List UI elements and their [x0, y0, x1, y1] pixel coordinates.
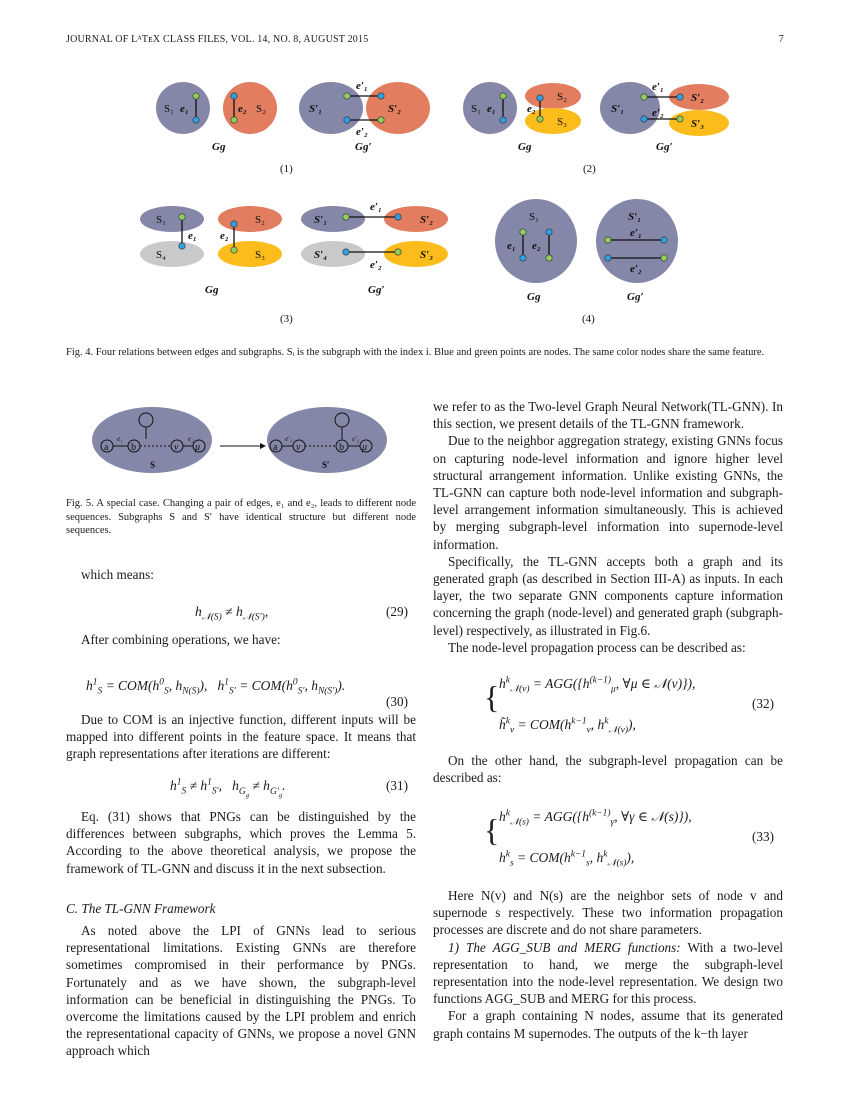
svg-text:e′₂: e′₂ — [356, 126, 368, 138]
svg-text:μ: μ — [362, 442, 368, 453]
panel-label-1: (1) — [280, 163, 293, 175]
label-s2: S₂ — [256, 103, 266, 115]
section-title: C. The TL-GNN Framework — [66, 901, 216, 916]
svg-text:b: b — [339, 442, 344, 453]
svg-text:S₄: S₄ — [156, 249, 166, 261]
equation-29: $h_{𝒩(S)} \ne h_{𝒩(S')}$, — [195, 604, 269, 623]
svg-text:e′₁: e′₁ — [652, 81, 664, 93]
label-S-prime: S′ — [322, 460, 330, 470]
para-node: The node-level propagation process can be described as: — [448, 639, 746, 655]
svg-text:e₁: e₁ — [117, 435, 123, 443]
svg-text:S₂: S₂ — [255, 214, 265, 226]
svg-text:e′₂: e′₂ — [630, 263, 642, 275]
svg-text:S′₃: S′₃ — [691, 118, 705, 130]
svg-text:μ: μ — [195, 442, 201, 453]
label-S: S — [150, 460, 156, 470]
figure-5-caption: Fig. 5. A special case. Changing a pair of edges, e₁ and e₂, leads to different node sequences. Subgraphs S and S′ have identical structure but different node sequences. — [66, 498, 416, 536]
para-last: For a graph containing N nodes, assume that its generated graph contains M supernodes. The outputs of the k−th layer — [433, 1008, 783, 1041]
svg-text:Gg′: Gg′ — [368, 284, 385, 296]
para-tlgnn: As noted above the LPI of GNNs lead to serious representational limitations. Existing GNNs are therefore sometimes compromised in their performance by PNGs. Fortunately and as we have shown, the subgraph-level information can be beneficial in distinguishing the PNGs. To overcome the limitations caused by the LPI problem and enrich the representational capacity of GNNs, we propose a novel GNN approach which — [66, 923, 416, 1059]
svg-text:e₂: e₂ — [527, 103, 536, 115]
svg-text:S₁: S₁ — [471, 103, 481, 115]
para-spec: Specifically, the TL-GNN accepts both a graph and its generated graph (as described in Section III-A) as inputs. In each layer, the two separate GNN components capture information concerning the graph (node-level) and generated graph (subgraph-level) respectively, as illustrated in Fig.6. — [433, 553, 783, 638]
svg-text:S′₂: S′₂ — [691, 92, 705, 104]
svg-text:e₂: e₂ — [220, 230, 229, 242]
para-agg: Due to the neighbor aggregation strategy, existing GNNs focus on capturing node-level information and ignore higher level structural arrangement information. Unlike existing GNNs, the TL-GNN can capture both node-level information and subgraph-level arrangement information simultaneously. This is achieved by merging subgraph-level information into supernode-level information. — [433, 433, 783, 552]
svg-text:S₃: S₃ — [255, 249, 265, 261]
svg-text:Gg′: Gg′ — [355, 141, 372, 153]
svg-text:a: a — [104, 442, 109, 453]
svg-text:e′₁: e′₁ — [356, 80, 368, 92]
svg-text:b: b — [131, 442, 136, 453]
para-cont: we refer to as the Two-level Graph Neural Network(TL-GNN). In this section, we present details of the TL-GNN framework. — [433, 399, 783, 432]
fig4-panel-2 — [463, 81, 729, 175]
sub-title: 1) The AGG_SUB and MERG functions: — [448, 939, 681, 955]
eq30-number: (30) — [386, 694, 408, 709]
svg-text:e′₁: e′₁ — [630, 227, 642, 239]
left-which-means: which means: — [81, 567, 154, 582]
svg-text:S₃: S₃ — [557, 116, 567, 128]
label-s1p: S′₁ — [309, 103, 323, 115]
svg-text:e₂: e₂ — [188, 435, 194, 443]
svg-text:Gg: Gg — [527, 291, 541, 303]
svg-text:S₂: S₂ — [557, 91, 567, 103]
fig4-panel-4 — [495, 199, 678, 325]
node-green — [193, 93, 199, 99]
svg-text:S₁: S₁ — [529, 211, 539, 223]
para-com: Due to COM is an injective function, different inputs will be mapped into different points in the feature space. It means that graph representations after iterations are different: — [66, 712, 416, 762]
figure-4-caption: Fig. 4. Four relations between edges and subgraphs. Sᵢ is the subgraph with the index i. Blue and green points are nodes. The same color nodes share the same feature. — [66, 347, 765, 358]
svg-text:S₁: S₁ — [156, 214, 166, 226]
svg-text:S′₁: S′₁ — [611, 103, 625, 115]
svg-text:e₁: e₁ — [487, 103, 496, 115]
svg-text:(4): (4) — [582, 313, 595, 325]
para-eq31: Eq. (31) shows that PNGs can be distinguished by the differences between subgraphs, which proves the Lemma 5. According to the above theoretical analysis, we propose the framework of TL-GNN and discuss it in the next subsection. — [66, 809, 416, 876]
after-combining: After combining operations, we have: — [81, 632, 281, 647]
svg-text:S′₄: S′₄ — [314, 249, 328, 261]
figure-5 — [90, 400, 400, 490]
page-number: 7 — [778, 34, 784, 45]
svg-text:e′₁: e′₁ — [370, 201, 382, 213]
figure-4 — [0, 0, 850, 345]
equation-30: $h^1_S = COM(h^0_S$, $h_{N(S)}$), $h^1_{S'} = COM(h^0_{S'}$, $h_{N(S')}$). — [86, 677, 346, 697]
label-e2: e₂ — [238, 103, 247, 115]
equation-31: $h^1_S \ne h^1_{S'}$, $h_{G_g} \ne h_{G'_g}$. — [170, 777, 286, 799]
para-here: Here N(v) and N(s) are the neighbor sets of node v and supernode s respectively. These two information propagation processes are discrete and do not share parameters. — [433, 888, 783, 938]
svg-text:Gg′: Gg′ — [656, 141, 673, 153]
para-other: On the other hand, the subgraph-level propagation can be described as: — [433, 753, 783, 786]
svg-text:Gg: Gg — [205, 284, 219, 296]
node-blue — [193, 117, 199, 123]
eq32-number: (32) — [752, 696, 774, 711]
eq33-number: (33) — [752, 829, 774, 844]
svg-text:Gg′: Gg′ — [627, 291, 644, 303]
svg-text:S′₁: S′₁ — [314, 214, 328, 226]
para-sub: 1) The AGG_SUB and MERG functions: With a two-level representation to hand, we merge the subgraph-level representation into the node-level representation. We design two functions AGG_SUB and MERG for this process. — [433, 939, 783, 1007]
label-s1: S₁ — [164, 103, 174, 115]
eq31-number: (31) — [386, 778, 408, 793]
svg-text:e₁: e₁ — [507, 240, 516, 252]
svg-text:e′₁: e′₁ — [285, 435, 293, 443]
svg-text:S′₂: S′₂ — [420, 214, 434, 226]
label-s2p: S′₂ — [388, 103, 402, 115]
svg-text:S′₁: S′₁ — [628, 211, 642, 223]
svg-text:v: v — [174, 442, 179, 453]
subgraph-s2 — [223, 82, 277, 134]
label-gg: Gg — [212, 141, 226, 153]
svg-text:(2): (2) — [583, 163, 596, 175]
svg-text:Gg: Gg — [518, 141, 532, 153]
svg-text:e₁: e₁ — [188, 230, 197, 242]
svg-text:a: a — [273, 442, 278, 453]
svg-text:e₂: e₂ — [532, 240, 541, 252]
svg-text:v: v — [296, 442, 301, 453]
svg-text:e′₂: e′₂ — [370, 259, 382, 271]
svg-text:(3): (3) — [280, 313, 293, 325]
journal-title: JOURNAL OF LᴬTᴇX CLASS FILES, VOL. 14, NO. 8, AUGUST 2015 — [66, 34, 369, 45]
label-e1: e₁ — [180, 103, 189, 115]
svg-text:e′₂: e′₂ — [352, 435, 360, 443]
fig4-panel-3 — [140, 201, 448, 325]
fig4-panel-1 — [156, 80, 430, 175]
eq29-number: (29) — [386, 604, 408, 619]
svg-text:S′₃: S′₃ — [420, 249, 434, 261]
svg-text:e′₂: e′₂ — [652, 107, 664, 119]
